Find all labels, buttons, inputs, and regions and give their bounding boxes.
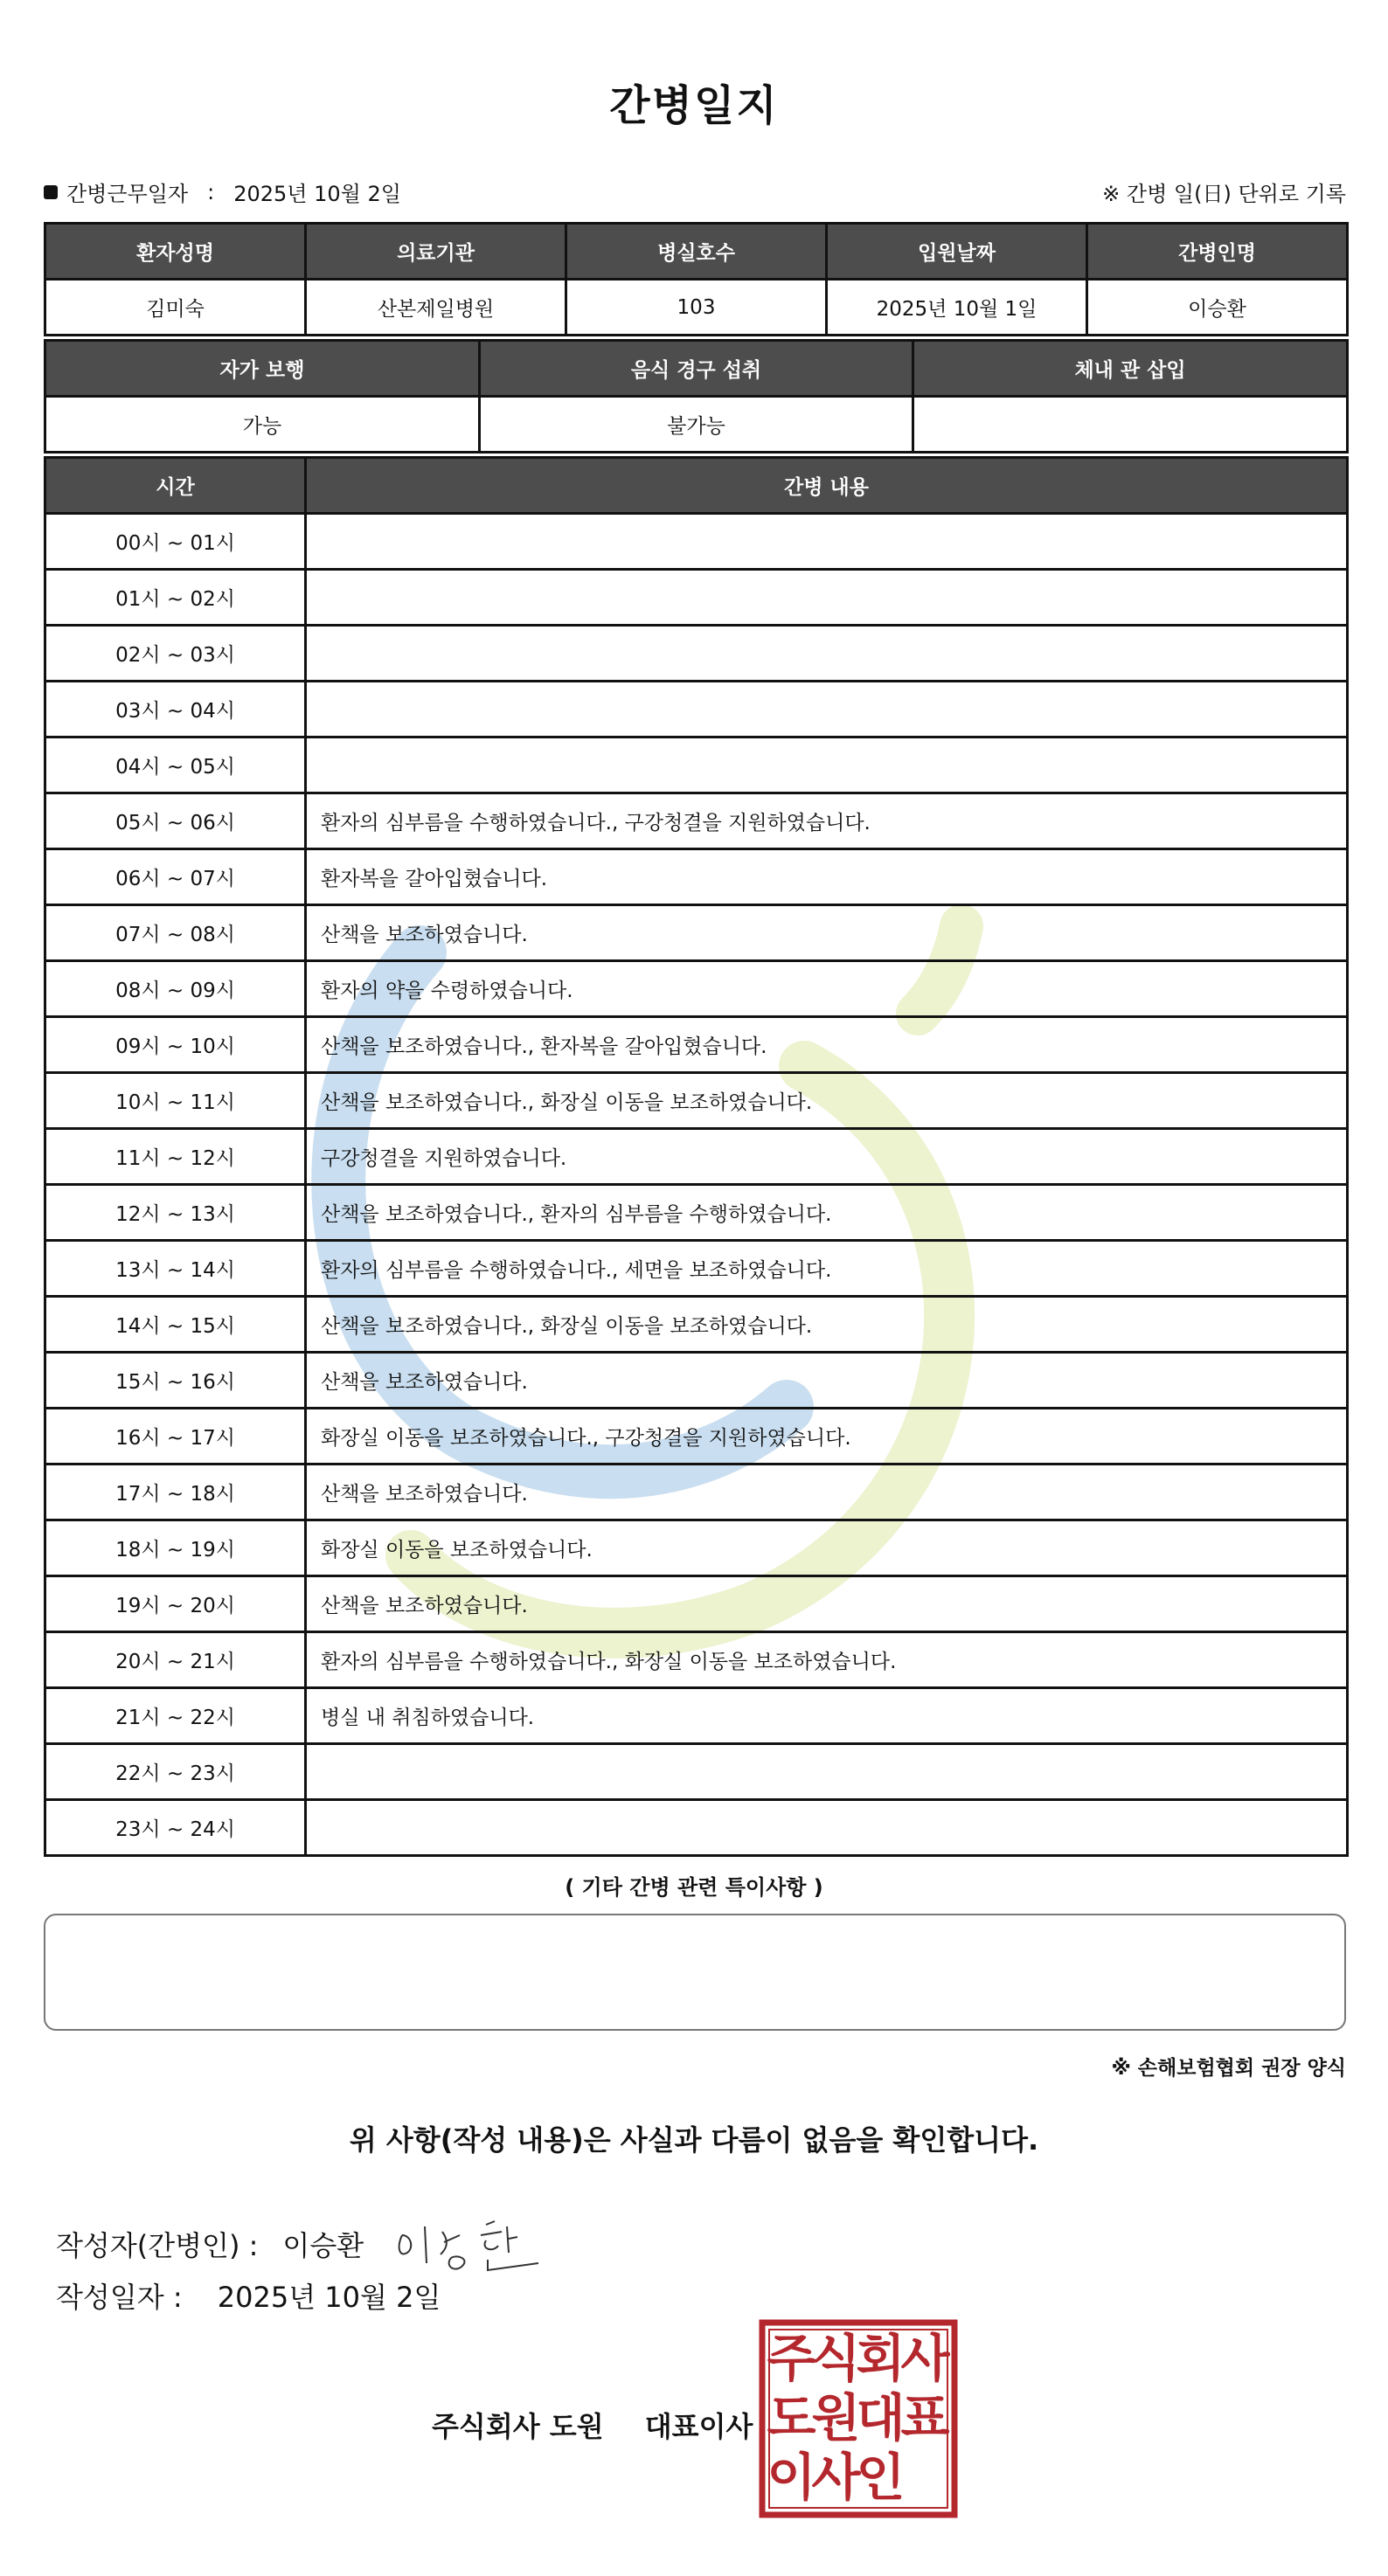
seal-char: 표 <box>900 2388 950 2448</box>
seal-char: 이 <box>767 2448 816 2508</box>
seal-char: 회 <box>856 2329 906 2389</box>
seal-char: 인 <box>856 2448 906 2508</box>
work-date-label: 간병근무일자 <box>66 182 189 206</box>
log-time: 00시 ~ 01시 <box>45 514 306 570</box>
table-row <box>45 793 1348 849</box>
work-date <box>44 177 401 207</box>
log-content <box>306 737 1348 793</box>
log-time: 06시 ~ 07시 <box>45 849 306 905</box>
notes-box[interactable] <box>44 1914 1346 2031</box>
table-row <box>45 1129 1348 1185</box>
room-number: 103 <box>566 280 827 336</box>
caregiver-name: 이승환 <box>1087 280 1348 336</box>
patient-info-table <box>44 222 1349 336</box>
log-time: 11시 ~ 12시 <box>45 1129 306 1185</box>
header-caregiver-name: 간병인명 <box>1087 224 1348 280</box>
table-row <box>45 1185 1348 1241</box>
seal-char: 주 <box>767 2329 816 2389</box>
table-row <box>45 1353 1348 1409</box>
header-room-number: 병실호수 <box>566 224 827 280</box>
log-time: 12시 ~ 13시 <box>45 1185 306 1241</box>
table-row <box>45 1520 1348 1576</box>
page-title: 간병일지 <box>609 81 779 130</box>
log-content: 산책을 보조하였습니다., 화장실 이동을 보조하였습니다. <box>306 1297 1348 1353</box>
seal-char: 원 <box>811 2388 861 2448</box>
company-seal-icon <box>759 2319 958 2518</box>
hospital: 산본제일병원 <box>306 280 566 336</box>
seal-char: 사 <box>900 2329 950 2389</box>
log-time: 03시 ~ 04시 <box>45 682 306 737</box>
log-content <box>306 626 1348 682</box>
table-row <box>45 905 1348 961</box>
seal-char: 도 <box>767 2388 816 2448</box>
log-content: 산책을 보조하였습니다., 환자의 심부름을 수행하였습니다. <box>306 1185 1348 1241</box>
log-content: 환자의 심부름을 수행하였습니다., 화장실 이동을 보조하였습니다. <box>306 1632 1348 1688</box>
log-content: 병실 내 취침하였습니다. <box>306 1688 1348 1744</box>
table-row <box>45 737 1348 793</box>
log-time: 10시 ~ 11시 <box>45 1073 306 1129</box>
log-time: 01시 ~ 02시 <box>45 570 306 626</box>
log-content <box>306 514 1348 570</box>
writer-row <box>56 2209 565 2279</box>
table-row <box>45 1409 1348 1465</box>
table-row <box>45 1073 1348 1129</box>
square-bullet-icon <box>44 185 58 199</box>
table-row <box>45 514 1348 570</box>
log-time: 04시 ~ 05시 <box>45 737 306 793</box>
care-log-table <box>44 456 1349 1857</box>
header-admission-date: 입원날짜 <box>827 224 1087 280</box>
patient-status-table <box>44 339 1349 454</box>
form-source-note: ※ 손해보험협회 권장 양식 <box>1111 2057 1346 2080</box>
table-row <box>45 682 1348 737</box>
table-row <box>45 1744 1348 1800</box>
log-time: 14시 ~ 15시 <box>45 1297 306 1353</box>
log-content: 산책을 보조하였습니다. <box>306 1576 1348 1632</box>
writer-label: 작성자(간병인) : <box>56 2229 259 2262</box>
log-time: 05시 ~ 06시 <box>45 793 306 849</box>
log-content <box>306 570 1348 626</box>
handwritten-signature-icon <box>390 2209 565 2279</box>
table-row <box>45 1576 1348 1632</box>
table-row <box>45 1241 1348 1297</box>
log-time: 20시 ~ 21시 <box>45 1632 306 1688</box>
seal-char: 대 <box>856 2388 906 2448</box>
log-content: 환자복을 갈아입혔습니다. <box>306 849 1348 905</box>
table-row <box>45 626 1348 682</box>
header-time: 시간 <box>45 458 306 514</box>
log-time: 09시 ~ 10시 <box>45 1017 306 1073</box>
log-time: 22시 ~ 23시 <box>45 1744 306 1800</box>
seal-char: 식 <box>811 2329 861 2389</box>
table-row <box>45 1688 1348 1744</box>
log-content: 산책을 보조하였습니다. <box>306 905 1348 961</box>
header-tube-insertion: 체내 관 삽입 <box>913 341 1348 397</box>
log-time: 07시 ~ 08시 <box>45 905 306 961</box>
seal-characters <box>767 2329 950 2507</box>
patient-name: 김미숙 <box>45 280 306 336</box>
table-row <box>45 1017 1348 1073</box>
table-row <box>45 1297 1348 1353</box>
meta-row <box>44 177 1346 208</box>
table-row <box>45 849 1348 905</box>
log-content: 화장실 이동을 보조하였습니다. <box>306 1520 1348 1576</box>
log-content: 화장실 이동을 보조하였습니다., 구강청결을 지원하였습니다. <box>306 1409 1348 1465</box>
oral-intake: 불가능 <box>480 397 913 453</box>
log-content <box>306 682 1348 737</box>
log-time: 21시 ~ 22시 <box>45 1688 306 1744</box>
written-date-row <box>56 2275 441 2316</box>
work-date-separator: : <box>207 179 215 204</box>
log-time: 15시 ~ 16시 <box>45 1353 306 1409</box>
log-time: 17시 ~ 18시 <box>45 1465 306 1520</box>
header-care-content: 간병 내용 <box>306 458 1348 514</box>
table-row <box>45 961 1348 1017</box>
table-row <box>45 570 1348 626</box>
written-date-value: 2025년 10월 2일 <box>217 2281 441 2314</box>
log-time: 16시 ~ 17시 <box>45 1409 306 1465</box>
log-time: 08시 ~ 09시 <box>45 961 306 1017</box>
writer-name: 이승환 <box>282 2229 364 2262</box>
log-time: 19시 ~ 20시 <box>45 1576 306 1632</box>
work-date-value: 2025년 10월 2일 <box>233 182 401 206</box>
log-content: 산책을 보조하였습니다. <box>306 1465 1348 1520</box>
log-content: 구강청결을 지원하였습니다. <box>306 1129 1348 1185</box>
log-content: 환자의 약을 수령하였습니다. <box>306 961 1348 1017</box>
header-oral-intake: 음식 경구 섭취 <box>480 341 913 397</box>
header-hospital: 의료기관 <box>306 224 566 280</box>
log-time: 18시 ~ 19시 <box>45 1520 306 1576</box>
log-time: 02시 ~ 03시 <box>45 626 306 682</box>
admission-date: 2025년 10월 1일 <box>827 280 1087 336</box>
log-content <box>306 1744 1348 1800</box>
seal-char: 사 <box>811 2448 861 2508</box>
self-walking: 가능 <box>45 397 480 453</box>
table-row <box>45 1632 1348 1688</box>
header-patient-name: 환자성명 <box>45 224 306 280</box>
company-representative: 대표이사 <box>644 2410 753 2443</box>
notes-title: ( 기타 간병 관련 특이사항 ) <box>565 1875 823 1900</box>
log-time: 13시 ~ 14시 <box>45 1241 306 1297</box>
log-content: 산책을 보조하였습니다., 환자복을 갈아입혔습니다. <box>306 1017 1348 1073</box>
log-content: 산책을 보조하였습니다., 화장실 이동을 보조하였습니다. <box>306 1073 1348 1129</box>
log-content: 환자의 심부름을 수행하였습니다., 구강청결을 지원하였습니다. <box>306 793 1348 849</box>
record-note: ※ 간병 일(日) 단위로 기록 <box>1102 182 1346 206</box>
log-time: 23시 ~ 24시 <box>45 1800 306 1856</box>
log-content: 산책을 보조하였습니다. <box>306 1353 1348 1409</box>
company-row <box>432 2405 753 2445</box>
tube-insertion <box>913 397 1348 453</box>
header-self-walking: 자가 보행 <box>45 341 480 397</box>
confirmation-statement: 위 사항(작성 내용)은 사실과 다름이 없음을 확인합니다. <box>349 2123 1039 2157</box>
log-content <box>306 1800 1348 1856</box>
table-row <box>45 1800 1348 1856</box>
log-content: 환자의 심부름을 수행하였습니다., 세면을 보조하였습니다. <box>306 1241 1348 1297</box>
table-row <box>45 1465 1348 1520</box>
care-log-body <box>45 514 1348 1856</box>
company-name: 주식회사 도원 <box>432 2410 604 2443</box>
written-date-label: 작성일자 : <box>56 2281 183 2314</box>
